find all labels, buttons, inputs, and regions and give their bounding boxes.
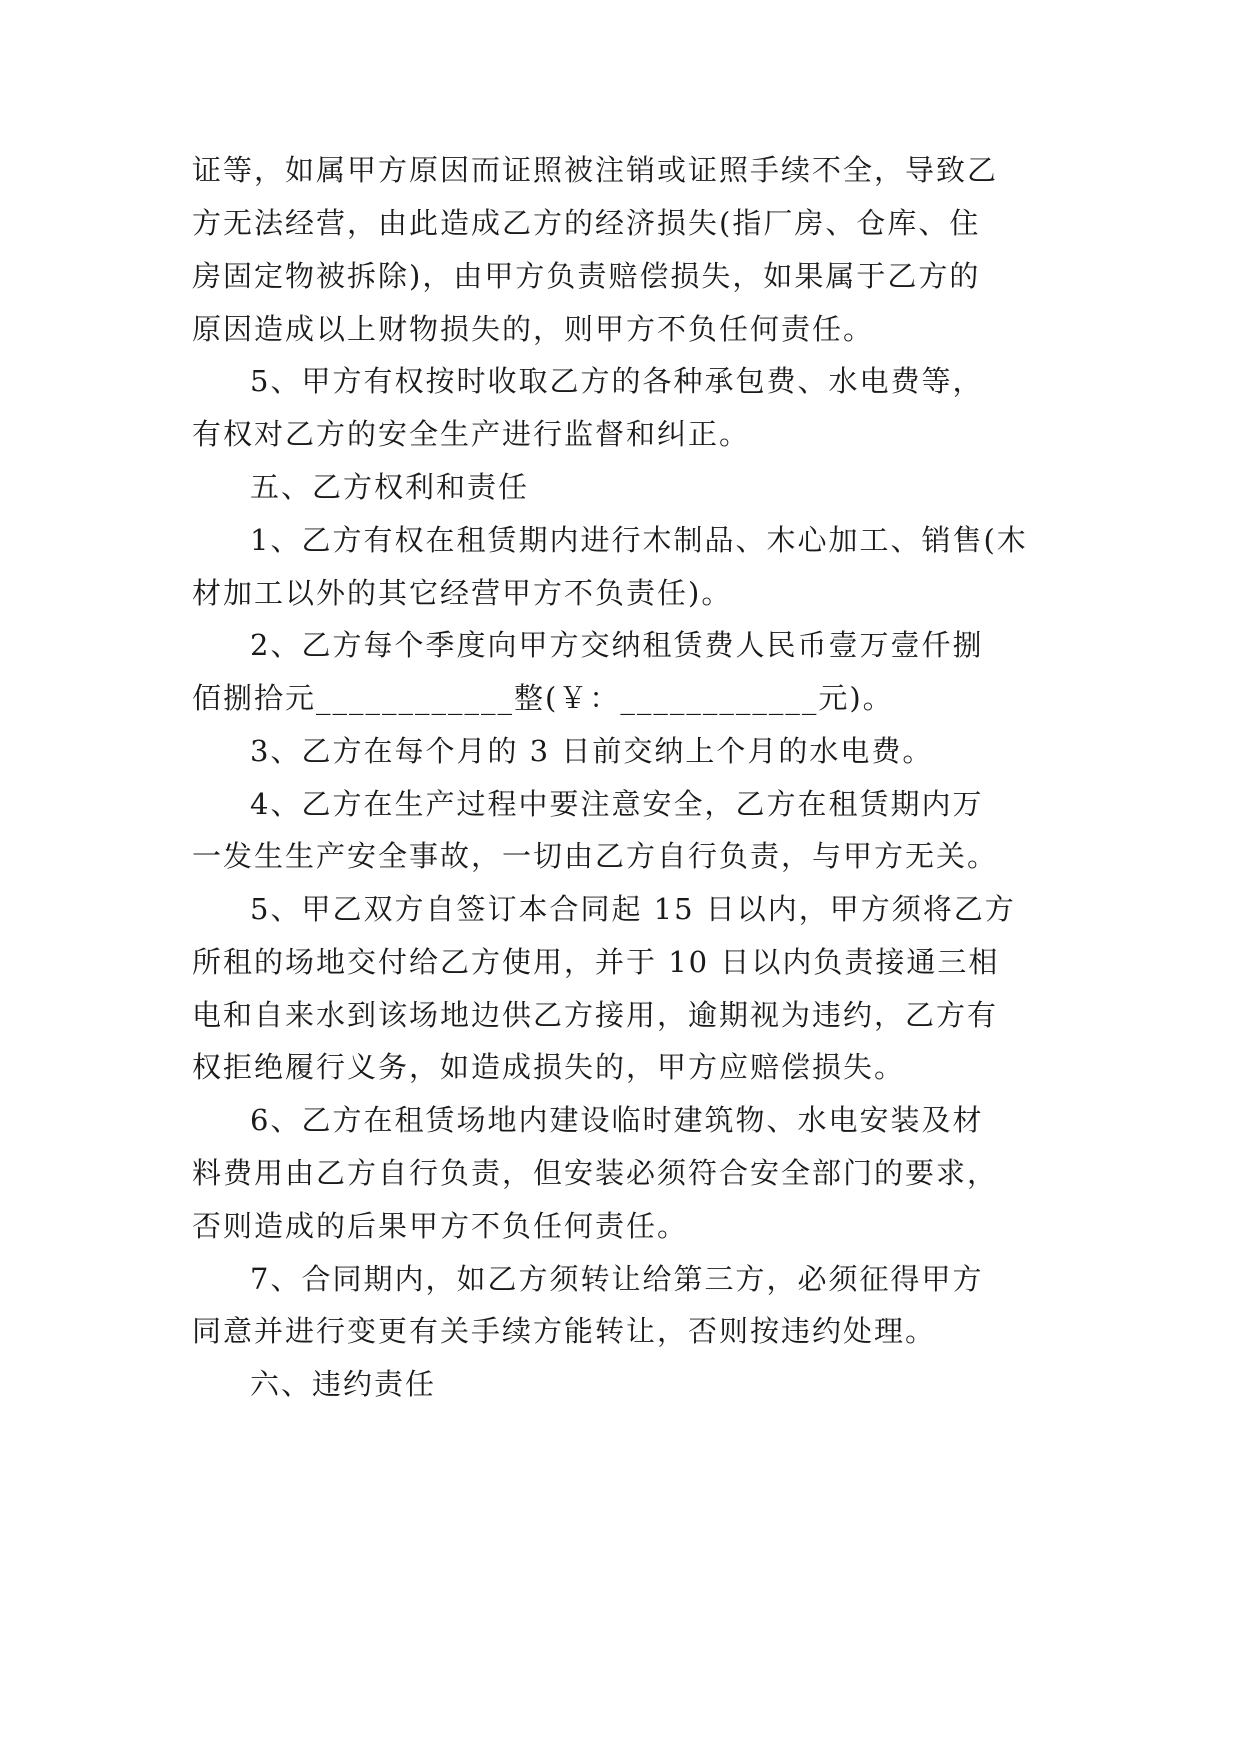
- text-line: 5、甲方有权按时收取乙方的各种承包费、水电费等，: [250, 364, 984, 398]
- text-line: 证等，如属甲方原因而证照被注销或证照手续不全，导致乙: [192, 153, 999, 187]
- text-line: 否则造成的后果甲方不负任何责任。: [192, 1209, 689, 1243]
- text-line: 7、合同期内，如乙方须转让给第三方，必须征得甲方: [250, 1262, 984, 1296]
- text-line: 一发生生产安全事故，一切由乙方自行负责，与甲方无关。: [192, 839, 999, 873]
- text-line: 电和自来水到该场地边供乙方接用，逾期视为违约，乙方有: [192, 998, 999, 1032]
- text-line: 6、乙方在租赁场地内建设临时建筑物、水电安装及材: [250, 1103, 984, 1137]
- text-line: 同意并进行变更有关手续方能转让，否则按违约处理。: [192, 1314, 937, 1348]
- text-line: 房固定物被拆除)，由甲方负责赔偿损失，如果属于乙方的: [192, 259, 981, 293]
- text-line: 材加工以外的其它经营甲方不负责任)。: [192, 576, 733, 610]
- text-line: 权拒绝履行义务，如造成损失的，甲方应赔偿损失。: [192, 1050, 906, 1084]
- text-line: 方无法经营，由此造成乙方的经济损失(指厂房、仓库、住: [192, 206, 981, 240]
- text-line: 5、甲乙双方自签订本合同起 15 日以内，甲方须将乙方: [250, 892, 1016, 926]
- text-line: 4、乙方在生产过程中要注意安全，乙方在租赁期内万: [250, 787, 984, 821]
- text-line: 料费用由乙方自行负责，但安装必须符合安全部门的要求，: [192, 1156, 999, 1190]
- text-line: 1、乙方有权在租赁期内进行木制品、木心加工、销售(木: [250, 523, 1028, 557]
- text-line: 原因造成以上财物损失的，则甲方不负任何责任。: [192, 312, 875, 346]
- section-heading: 六、违约责任: [250, 1367, 437, 1401]
- text-line: 有权对乙方的安全生产进行监督和纠正。: [192, 417, 751, 451]
- section-heading: 五、乙方权利和责任: [250, 470, 530, 504]
- text-line: 佰捌拾元____________整(￥：____________元)。: [192, 681, 894, 715]
- text-line: 2、乙方每个季度向甲方交纳租赁费人民币壹万壹仟捌: [250, 628, 984, 662]
- text-line: 3、乙方在每个月的 3 日前交纳上个月的水电费。: [250, 734, 934, 768]
- text-line: 所租的场地交付给乙方使用，并于 10 日以内负责接通三相: [192, 945, 1000, 979]
